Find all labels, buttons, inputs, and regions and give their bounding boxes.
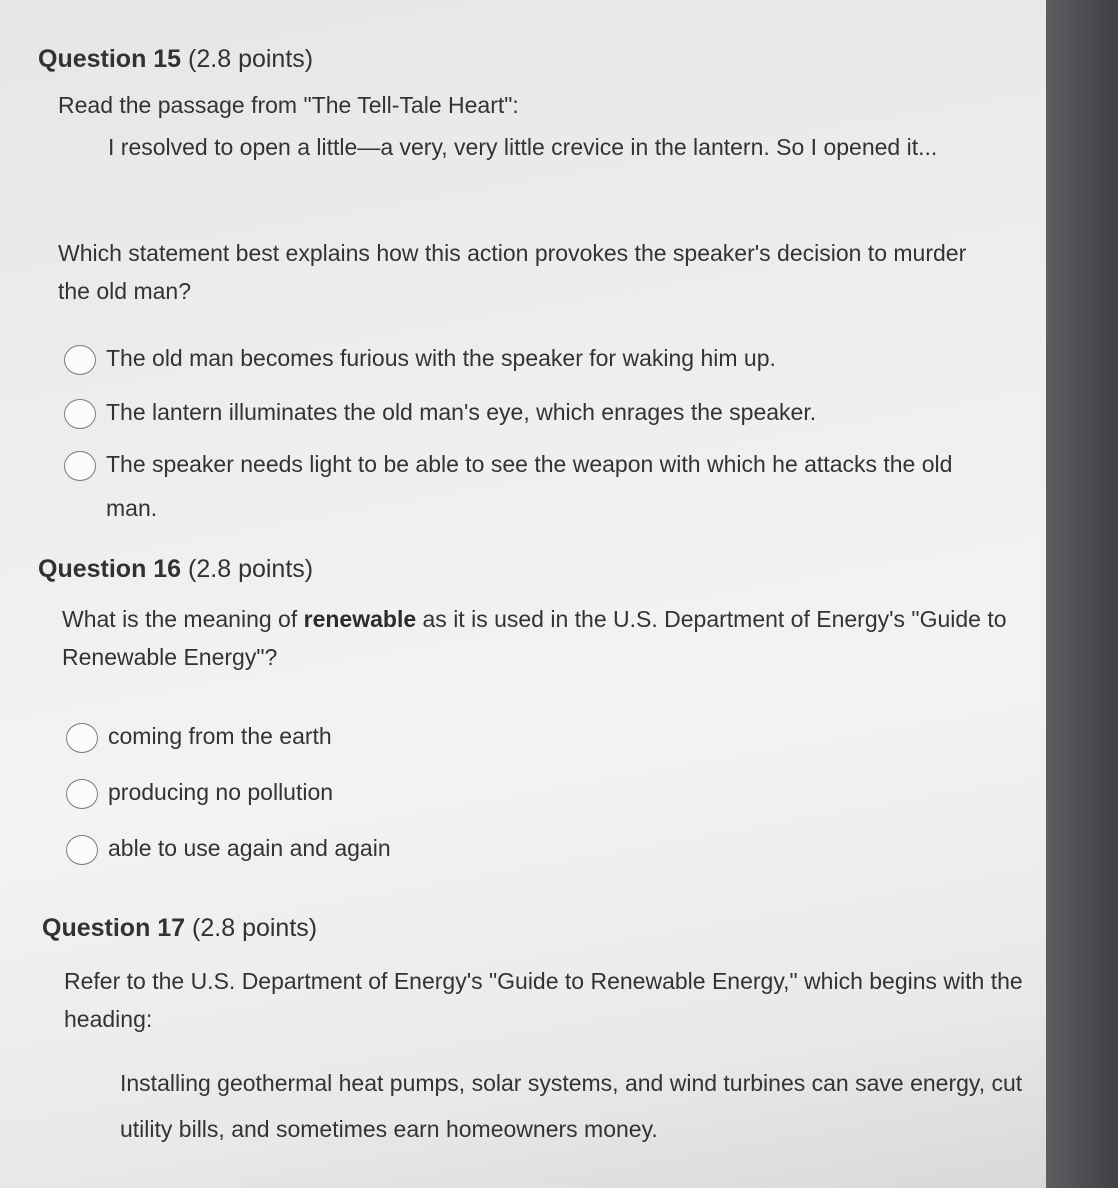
option-label: coming from the earth: [108, 723, 332, 749]
prompt-text-end: as it is used in the U.S. Department of Energy's "Guide to Renewable Energy"?: [62, 606, 1007, 670]
question-17-prompt: Refer to the U.S. Department of Energy's "Guide to Renewable Energy," which begins with the heading:: [64, 968, 1023, 1032]
question-15-title: [38, 45, 313, 74]
question-17-passage: Installing geothermal heat pumps, solar systems, and wind turbines can save energy, cut utility bills, and sometimes earn homeowners money.: [120, 1070, 1023, 1142]
radio-button[interactable]: [66, 779, 98, 809]
option-label: The lantern illuminates the old man's eye, which enrages the speaker.: [106, 399, 817, 425]
radio-button[interactable]: [64, 451, 96, 481]
question-label: Question 15: [38, 45, 182, 73]
option-label: The speaker needs light to be able to see the weapon with which he attacks the old man.: [106, 451, 953, 521]
option-label: The old man becomes furious with the speaker for waking him up.: [106, 345, 776, 371]
question-16-prompt: [62, 600, 1012, 676]
option-label: producing no pollution: [108, 779, 334, 805]
prompt-keyword: renewable: [303, 606, 417, 632]
question-15-option-2[interactable]: [64, 396, 1004, 434]
question-16-option-1[interactable]: [66, 720, 966, 758]
question-15-intro: Read the passage from "The Tell-Tale Heart":: [58, 92, 519, 118]
question-15-prompt: Which statement best explains how this action provokes the speaker's decision to murder the old man?: [58, 240, 967, 304]
radio-button[interactable]: [64, 399, 96, 429]
question-16-option-3[interactable]: [66, 832, 966, 870]
radio-button[interactable]: [64, 345, 96, 375]
option-label: able to use again and again: [108, 835, 391, 861]
radio-button[interactable]: [66, 723, 98, 753]
question-16-option-2[interactable]: [66, 776, 966, 814]
question-15-option-3[interactable]: [64, 448, 1004, 530]
question-label: Question 17: [42, 914, 186, 942]
question-15-option-1[interactable]: [64, 342, 1004, 380]
question-17-title: [42, 914, 317, 943]
radio-button[interactable]: [66, 835, 98, 865]
question-points: (2.8 points): [188, 555, 314, 583]
question-15-passage: I resolved to open a little—a very, very little crevice in the lantern. So I opened it...: [108, 134, 938, 160]
question-points: (2.8 points): [192, 914, 318, 942]
question-points: (2.8 points): [188, 45, 314, 73]
question-16-title: [38, 555, 313, 584]
prompt-text-start: What is the meaning of: [62, 606, 304, 632]
question-label: Question 16: [38, 555, 182, 583]
